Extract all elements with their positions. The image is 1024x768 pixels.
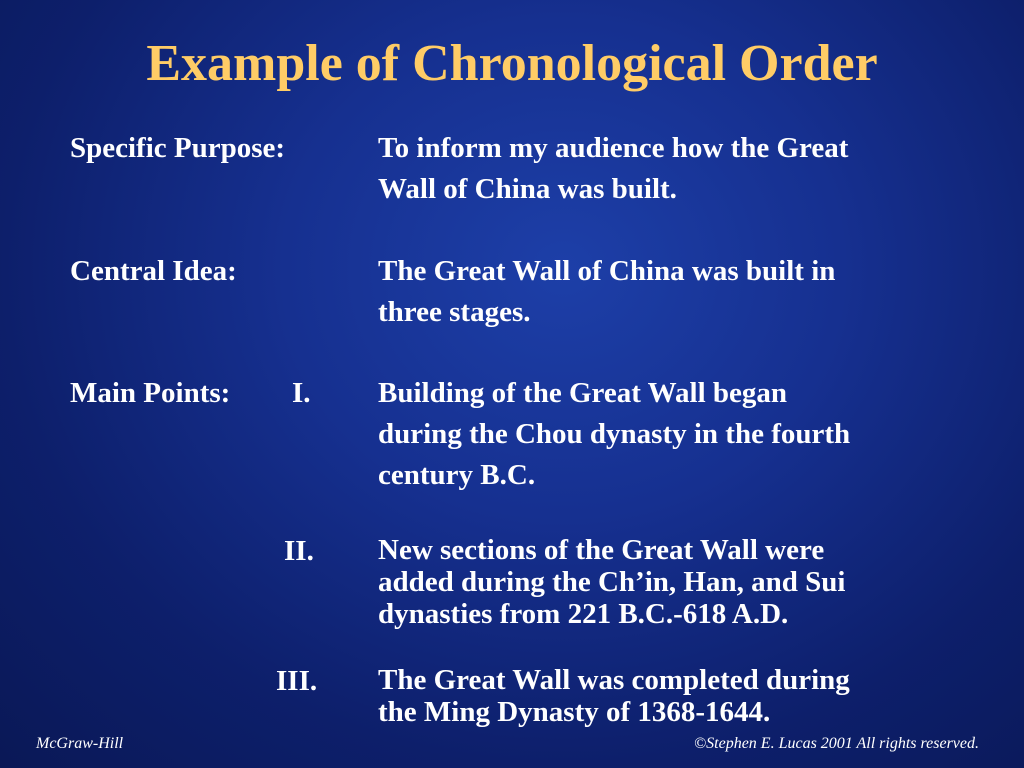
main-point-numeral: I. [292,377,311,409]
specific-purpose-line: Wall of China was built. [378,173,677,205]
main-point-line: New sections of the Great Wall were [378,534,825,566]
main-point-text [378,664,978,728]
main-point-line: the Ming Dynasty of 1368-1644. [378,696,771,728]
publisher-footer: McGraw-Hill [36,735,124,752]
main-point-line: dynasties from 221 B.C.-618 A.D. [378,598,789,630]
central-idea-line: three stages. [378,296,531,328]
specific-purpose-label: Specific Purpose: [70,132,286,164]
main-point-line: added during the Ch’in, Han, and Sui [378,566,846,598]
main-point-line: The Great Wall was completed during [378,664,850,696]
main-point-numeral: III. [276,665,318,697]
main-points-label: Main Points: [70,377,231,409]
central-idea-label: Central Idea: [70,255,237,287]
main-point-numeral: II. [284,535,314,567]
copyright-footer: ©Stephen E. Lucas 2001 All rights reserved. [693,735,979,752]
central-idea-line: The Great Wall of China was built in [378,255,836,287]
main-point-line: Building of the Great Wall began [378,377,788,409]
slide-title: Example of Chronological Order [146,35,878,92]
main-point-line: during the Chou dynasty in the fourth [378,418,851,450]
specific-purpose-text [378,128,978,210]
main-point-text [378,373,978,496]
central-idea-text [378,251,978,333]
main-point-line: century B.C. [378,459,536,491]
specific-purpose-line: To inform my audience how the Great [378,132,849,164]
main-point-text [378,534,978,630]
